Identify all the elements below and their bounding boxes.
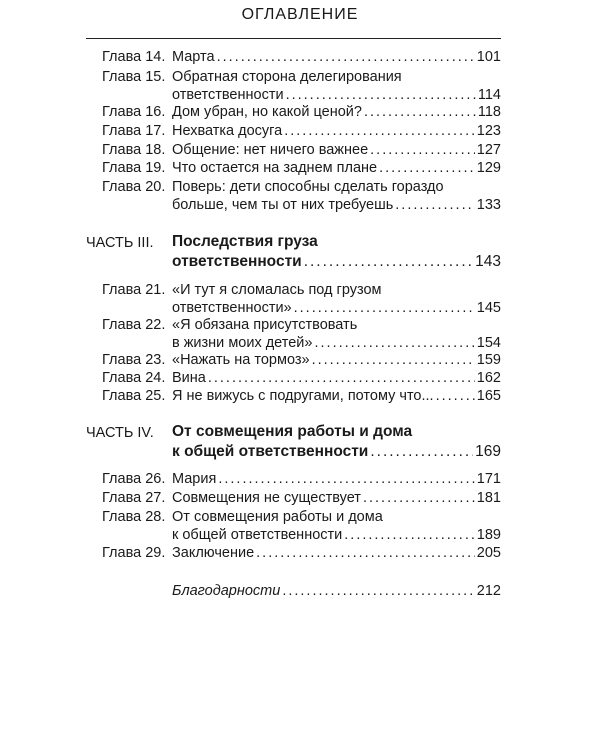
part-title-cont: ответственности (172, 253, 302, 270)
dot-leader (364, 103, 476, 121)
dot-leader (284, 122, 475, 140)
part-title: Последствия груза (172, 233, 318, 250)
toc-entry[interactable] (86, 48, 501, 66)
chapter-title: Совмещения не существует (172, 490, 361, 506)
toc-entry-acknowledgements[interactable] (86, 582, 501, 600)
chapter-label: Глава 16. (102, 104, 166, 120)
chapter-title-cont: ответственности» (172, 300, 292, 316)
part-title: От совмещения работы и дома (172, 423, 413, 440)
chapter-title: Что остается на заднем плане (172, 160, 378, 176)
chapter-title-cont: больше, чем ты от них требуешь (172, 197, 394, 213)
toc-entry[interactable] (86, 470, 501, 488)
page-number: 181 (476, 490, 501, 506)
page-number: 159 (476, 352, 501, 368)
toc-entry[interactable] (86, 489, 501, 507)
toc-entry[interactable] (86, 103, 501, 121)
page-number: 165 (476, 388, 501, 404)
chapter-label: Глава 22. (102, 317, 166, 333)
chapter-title: Нехватка досуга (172, 123, 283, 139)
dot-leader (294, 299, 475, 317)
dot-leader (282, 582, 474, 600)
chapter-label: Глава 14. (102, 49, 166, 65)
chapter-title: От совмещения работы и дома (172, 509, 383, 525)
page-number: 154 (476, 335, 501, 351)
chapter-title-cont: к общей ответственности (172, 527, 343, 543)
dot-leader (379, 159, 475, 177)
page-number: 129 (476, 160, 501, 176)
toc-entry[interactable] (86, 141, 501, 159)
page-number: 205 (476, 545, 501, 561)
chapter-title-cont: ответственности (172, 87, 284, 103)
page-number: 123 (476, 123, 501, 139)
toc-entry[interactable] (86, 122, 501, 140)
chapter-label: Глава 28. (102, 509, 166, 525)
chapter-title: Вина (172, 370, 206, 386)
page-number: 101 (476, 49, 501, 65)
dot-leader (286, 86, 476, 104)
chapter-label: Глава 25. (102, 388, 166, 404)
chapter-title-cont: в жизни моих детей» (172, 335, 313, 351)
chapter-label: Глава 23. (102, 352, 166, 368)
dot-leader (344, 526, 475, 544)
chapter-label: Глава 15. (102, 69, 166, 85)
chapter-title: Заключение (172, 545, 255, 561)
chapter-label: Глава 17. (102, 123, 166, 139)
dot-leader (370, 141, 475, 159)
page-number: 118 (477, 104, 501, 120)
part-label: ЧАСТЬ III. (86, 235, 154, 251)
chapter-title: Я не вижусь с подругами, потому что... (172, 388, 434, 404)
chapter-label: Глава 19. (102, 160, 166, 176)
chapter-label: Глава 27. (102, 490, 166, 506)
toc-entry[interactable] (86, 369, 501, 387)
toc-entry[interactable] (86, 387, 501, 405)
dot-leader (370, 442, 473, 462)
chapter-title: Общение: нет ничего важнее (172, 142, 369, 158)
dot-leader (395, 196, 475, 214)
chapter-label: Глава 29. (102, 545, 166, 561)
toc-entry[interactable] (86, 281, 501, 317)
page-number: 162 (476, 370, 501, 386)
chapter-label: Глава 20. (102, 179, 166, 195)
dot-leader (218, 470, 474, 488)
page-number: 212 (476, 583, 501, 599)
part-label: ЧАСТЬ IV. (86, 425, 154, 441)
chapter-label: Глава 21. (102, 282, 166, 298)
chapter-label: Глава 18. (102, 142, 166, 158)
chapter-label: Глава 26. (102, 471, 166, 487)
chapter-title: «Нажать на тормоз» (172, 352, 310, 368)
toc-entry[interactable] (86, 351, 501, 369)
page-header: ОГЛАВЛЕНИЕ (241, 6, 359, 23)
toc-entry[interactable] (86, 316, 501, 352)
page-number: 127 (476, 142, 501, 158)
chapter-title: Мария (172, 471, 217, 487)
dot-leader (312, 351, 475, 369)
toc-entry[interactable] (86, 508, 501, 544)
chapter-title: Дом убран, но какой ценой? (172, 104, 362, 120)
dot-leader (363, 489, 475, 507)
toc-entry[interactable] (86, 544, 501, 562)
page-number: 189 (476, 527, 501, 543)
page-number: 133 (476, 197, 501, 213)
toc-entry[interactable] (86, 68, 501, 104)
toc-part-heading[interactable] (86, 422, 501, 462)
dot-leader (217, 48, 475, 66)
chapter-title: Обратная сторона делегирования (172, 69, 402, 85)
page-number: 171 (476, 471, 501, 487)
header-divider (86, 38, 501, 39)
acknowledgements-title: Благодарности (172, 583, 281, 599)
chapter-title: Поверь: дети способны сделать гораздо (172, 179, 444, 195)
page-number: 143 (475, 253, 501, 270)
dot-leader (208, 369, 475, 387)
chapter-label: Глава 24. (102, 370, 166, 386)
toc-entry[interactable] (86, 159, 501, 177)
chapter-title: «Я обязана присутствовать (172, 317, 358, 333)
toc-entry[interactable] (86, 178, 501, 214)
dot-leader (304, 252, 473, 272)
toc-part-heading[interactable] (86, 232, 501, 272)
dot-leader (436, 387, 475, 405)
chapter-title: Марта (172, 49, 215, 65)
page-number: 114 (477, 87, 501, 103)
dot-leader (314, 334, 474, 352)
part-title-cont: к общей ответственности (172, 443, 369, 460)
page-number: 169 (475, 443, 501, 460)
chapter-title: «И тут я сломалась под грузом (172, 282, 382, 298)
dot-leader (256, 544, 475, 562)
page-number: 145 (476, 300, 501, 316)
